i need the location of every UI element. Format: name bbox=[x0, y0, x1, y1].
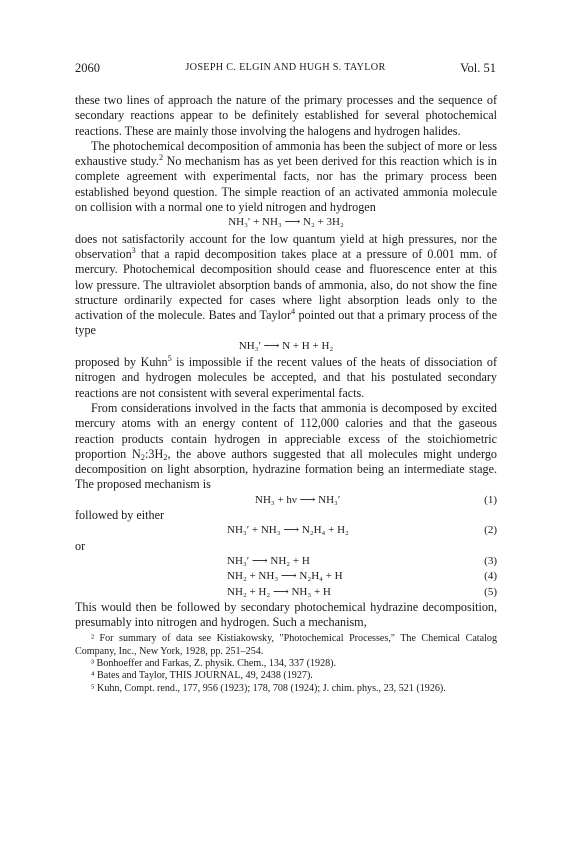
equation-number: (1) bbox=[484, 493, 497, 506]
equation-number: (3) bbox=[484, 554, 497, 567]
page-number: 2060 bbox=[75, 61, 100, 75]
paragraph: The photochemical decomposition of ammonia has been the subject of more or less exhaustive study.$^2$ No mechanism has as yet been derived for this reaction which is in complete agreement with experimental facts, nor has the primary process been established beyond question. The simple reaction of an activated ammonia molecule on collision with a normal one to yield nitrogen and hydrogen bbox=[75, 138, 497, 215]
footnote-2: ² For summary of data see Kistiakowsky, "Photochemical Processes," The Chemical Catalog Company, Inc., New York, 1928, pp. 251–254. bbox=[75, 633, 497, 657]
equation-3: NH₃′ ⟶ NH₂ + H (3) bbox=[75, 554, 497, 569]
footnotes bbox=[75, 633, 497, 694]
paragraph: This would then be followed by secondary photochemical hydrazine decomposition, presumably into nitrogen and hydrogen. Such a mechanism, bbox=[75, 599, 497, 630]
paragraph: does not satisfactorily account for the low quantum yield at high pressures, nor the observation$^3$ that a rapid decomposition takes place at a pressure of 0.001 mm. of mercury. Photochemical decomposition should cease and fluorescence enter at this low pressure. The ultraviolet absorption bands of ammonia, also, do not show the fine structure ordinarily expected for cases where light absorption leads only to the activation of the molecule. Bates and Taylor$^4$ pointed out that a primary process of the type bbox=[75, 231, 498, 338]
footnote-4: ⁴ Bates and Taylor, THIS JOURNAL, 49, 2438 (1927). bbox=[91, 670, 313, 682]
footnote-ref: 5 bbox=[167, 354, 172, 364]
running-header bbox=[75, 61, 496, 77]
connective-text: followed by either bbox=[75, 508, 165, 523]
equation-2: NH₃′ + NH₃ ⟶ N₂H₄ + H₂ (2) bbox=[75, 523, 497, 538]
footnote-3: ³ Bonhoeffer and Farkas, Z. physik. Chem., 134, 337 (1928). bbox=[91, 657, 337, 669]
footnote-ref: 4 bbox=[291, 307, 296, 317]
equation-number: (5) bbox=[484, 585, 497, 598]
connective-text: or bbox=[75, 538, 86, 553]
equation-unnumbered: NH₃′ ⟶ N + H + H₂ bbox=[238, 339, 334, 352]
equation-4: NH₂ + NH₃ ⟶ N₂H₄ + H (4) bbox=[75, 569, 497, 584]
footnote-5: ⁵ Kuhn, Compt. rend., 177, 956 (1923); 178, 708 (1924); J. chim. phys., 23, 521 (1926). bbox=[91, 682, 446, 694]
article-body bbox=[75, 93, 497, 695]
equation-1: NH₃ + hν ⟶ NH₃′ (1) bbox=[75, 493, 497, 508]
equation-unnumbered: NH₃′ + NH₃ ⟶ N₂ + 3H₂ bbox=[228, 216, 344, 229]
volume-label: Vol. 51 bbox=[460, 61, 496, 75]
equation-5: NH₂ + H₂ ⟶ NH₃ + H (5) bbox=[75, 585, 497, 600]
equation-number: (2) bbox=[484, 524, 497, 537]
paragraph: these two lines of approach the nature of the primary processes and the sequence of secondary reactions appear to be definitely established for several photochemical reactions. These are mainly those involving the halogens and hydrogen halides. bbox=[75, 93, 497, 138]
footnote-ref: 2 bbox=[158, 153, 164, 163]
paragraph: From considerations involved in the facts that ammonia is decomposed by excited mercury atoms with an energy content of 112,000 calories and that the gaseous reaction products contain hydrogen in appreciable excess of the stoichiometric proportion $N_2:3H_2$, the above authors suggested that all molecules might undergo decomposition on light absorption, hydrazine formation being an intermediate stage. The proposed mechanism is bbox=[75, 400, 498, 492]
footnote-ref: 3 bbox=[131, 245, 136, 255]
equation-number: (4) bbox=[484, 570, 497, 583]
paragraph: proposed by Kuhn$^5$ is impossible if the recent values of the heats of dissociation of nitrogen and hydrogen molecules be accepted, and that his postulated secondary reactions are not consistent with several experimental facts. bbox=[75, 354, 497, 400]
running-authors: JOSEPH C. ELGIN AND HUGH S. TAYLOR bbox=[185, 62, 386, 73]
